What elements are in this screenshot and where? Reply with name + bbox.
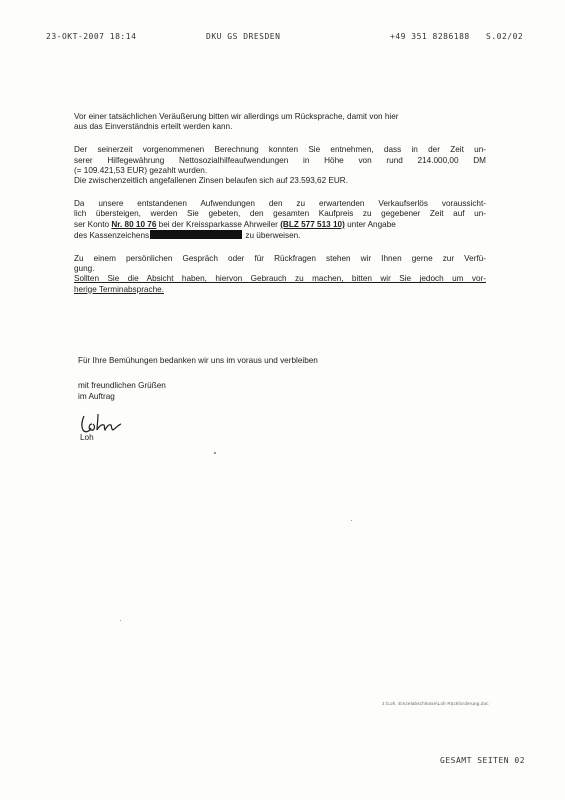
paragraph-payment: [74, 199, 486, 241]
fax-page-number: S.02/02: [486, 32, 524, 41]
text-fragment: zu überweisen.: [243, 230, 301, 240]
paragraph-approval: [74, 112, 486, 132]
fax-date-time: 23-OKT-2007 18:14: [46, 32, 137, 41]
text-line: Vor einer tatsächlichen Veräußerung bitten wir allerdings um Rücksprache, damit von hier: [74, 112, 399, 121]
letter-body: [74, 112, 486, 308]
fax-phone: +49 351 8286188: [390, 32, 470, 41]
text-line: Zu einem persönlichen Gespräch oder für Rückfragen stehen wir Ihnen gerne zur Verfü-: [74, 254, 486, 264]
bank-code: (BLZ 577 513 10): [280, 219, 345, 229]
text-line-underlined: Sollten Sie die Absicht haben, hiervon Gebrauch zu machen, bitten wir Sie jedoch um vor-: [74, 274, 486, 284]
text-line: Da unsere entstandenen Aufwendungen den zu erwartenden Verkaufserlös voraussicht-: [74, 199, 486, 209]
paragraph-contact: [74, 254, 486, 295]
closing-thanks: Für Ihre Bemühungen bedanken wir uns im voraus und verbleiben: [78, 356, 318, 365]
text-line: serer Hilfegewährung Nettosozialhilfeaufwendungen in Höhe von rund 214.000,00 DM: [74, 155, 486, 165]
text-line-reference: [74, 230, 486, 241]
closing-mandate: im Auftrag: [78, 392, 115, 401]
redaction-bar: [150, 230, 242, 239]
fax-header: [46, 32, 526, 44]
text-fragment: unter Angabe: [344, 219, 396, 229]
signer-name: Loh: [80, 433, 94, 442]
closing-greeting: mit freundlichen Grüßen: [78, 381, 166, 390]
account-number: Nr. 80 10 76: [111, 219, 157, 229]
text-line: gung.: [74, 264, 95, 274]
scan-speck: [120, 620, 121, 621]
fax-sender: DKU GS DRESDEN: [206, 32, 281, 41]
file-reference: J:\Loh. Einzelabschlüsse\Loh Rückforderung.doc: [382, 701, 489, 706]
text-line: Die zwischenzeitlich angefallenen Zinsen belaufen sich auf 23.593,62 EUR.: [74, 176, 348, 186]
text-line: lich übersteigen, werden Sie gebeten, den gesamten Kaufpreis zu gegebener Zeit auf un-: [74, 209, 486, 219]
total-pages: GESAMT SEITEN 02: [440, 756, 526, 765]
text-fragment: des Kassenzeichens: [74, 230, 150, 240]
scan-speck: [351, 520, 352, 521]
text-line: aus das Einverständnis erteilt werden kann.: [74, 122, 233, 132]
scan-speck: [214, 452, 216, 454]
text-line: (= 109.421,53 EUR) gezahlt wurden.: [74, 165, 208, 175]
text-line-account: [74, 220, 486, 230]
text-line: Der seinerzeit vorgenommenen Berechnung konnten Sie entnehmen, dass in der Zeit un-: [74, 145, 486, 155]
text-fragment: ser Konto: [74, 219, 112, 229]
paragraph-calculation: [74, 145, 486, 186]
text-line-underlined: herige Terminabsprache.: [74, 284, 164, 294]
text-fragment: bei der Kreissparkasse Ahrweiler: [156, 219, 281, 229]
